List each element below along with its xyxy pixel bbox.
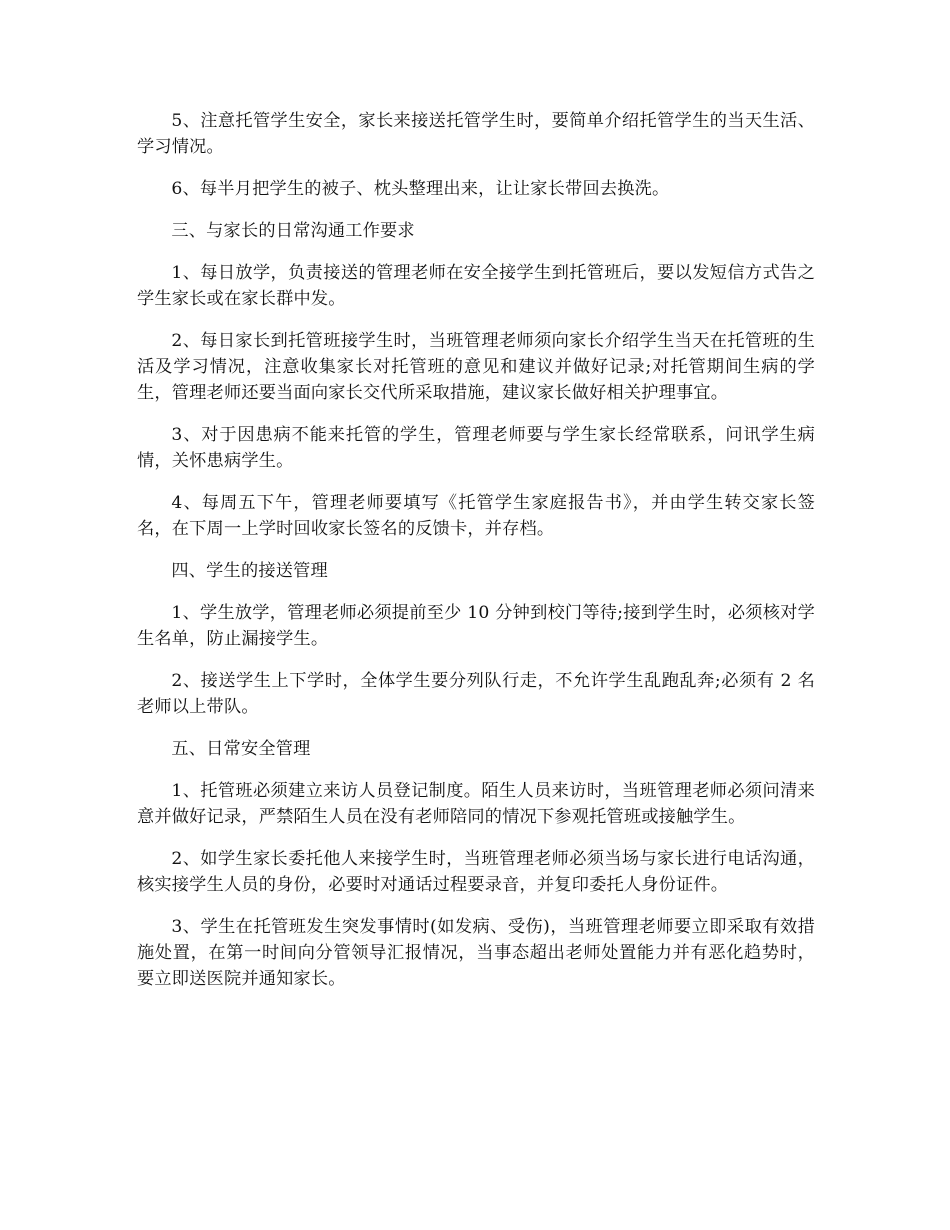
paragraph-pickup-1: 1、学生放学，管理老师必须提前至少 10 分钟到校门等待;接到学生时，必须核对学生名单，防止漏接学生。 xyxy=(137,603,815,649)
paragraph-communication-3: 3、对于因患病不能来托管的学生，管理老师要与学生家长经常联系，问讯学生病情，关怀患病学生。 xyxy=(137,425,815,471)
paragraph-safety-1: 1、托管班必须建立来访人员登记制度。陌生人员来访时，当班管理老师必须问清来意并做好记录，严禁陌生人员在没有老师陪同的情况下参观托管班或接触学生。 xyxy=(137,781,815,827)
section-heading-daily-safety: 五、日常安全管理 xyxy=(171,739,311,759)
section-heading-parent-communication: 三、与家长的日常沟通工作要求 xyxy=(171,221,415,241)
paragraph-pickup-2: 2、接送学生上下学时，全体学生要分列队行走，不允许学生乱跑乱奔;必须有 2 名老师以上带队。 xyxy=(137,671,815,717)
paragraph-safety-3: 3、学生在托管班发生突发事情时(如发病、受伤)，当班管理老师要立即采取有效措施处置，在第一时间向分管领导汇报情况，当事态超出老师处置能力并有恶化趋势时，要立即送医院并通知家长。 xyxy=(137,917,815,989)
section-heading-pickup-management: 四、学生的接送管理 xyxy=(171,561,328,581)
document-body xyxy=(137,108,815,1008)
paragraph-communication-4: 4、每周五下午，管理老师要填写《托管学生家庭报告书》，并由学生转交家长签名，在下周一上学时回收家长签名的反馈卡，并存档。 xyxy=(137,493,815,539)
paragraph-item-5-safety: 5、注意托管学生安全，家长来接送托管学生时，要简单介绍托管学生的当天生活、学习情况。 xyxy=(137,111,815,157)
paragraph-communication-2: 2、每日家长到托管班接学生时，当班管理老师须向家长介绍学生当天在托管班的生活及学习情况，注意收集家长对托管班的意见和建议并做好记录;对托管期间生病的学生，管理老师还要当面向家长交代所采取措施，建议家长做好相关护理事宜。 xyxy=(137,331,815,403)
paragraph-safety-2: 2、如学生家长委托他人来接学生时，当班管理老师必须当场与家长进行电话沟通，核实接学生人员的身份，必要时对通话过程要录音，并复印委托人身份证件。 xyxy=(137,849,815,895)
paragraph-item-6-bedding: 6、每半月把学生的被子、枕头整理出来，让让家长带回去换洗。 xyxy=(171,179,670,199)
paragraph-communication-1: 1、每日放学，负责接送的管理老师在安全接学生到托管班后，要以发短信方式告之学生家长或在家长群中发。 xyxy=(137,263,815,309)
